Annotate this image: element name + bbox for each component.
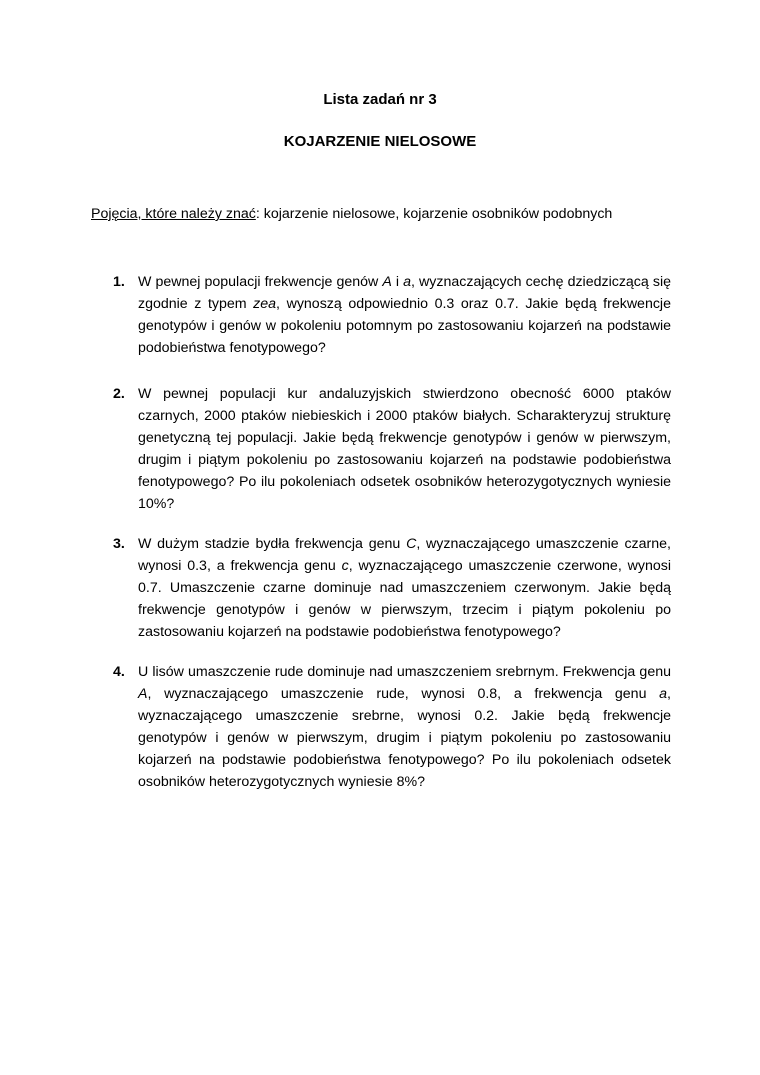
concepts-label: Pojęcia, które należy znać (91, 206, 256, 222)
task-text-segment: i (391, 274, 404, 290)
task-text-segment: W dużym stadzie bydła frekwencja genu (138, 536, 407, 552)
page-subtitle: KOJARZENIE NIELOSOWE (283, 133, 477, 150)
task-text-segment: , wynoszą odpowiednio 0.3 oraz 0.7. Jakie będą frekwencje genotypów i genów w pokoleniu potomnym po zastosowaniu kojarzeń na podstawie podobieństwa fenotypowego? (138, 296, 671, 356)
task-number: 1. (113, 274, 125, 290)
task-text (138, 271, 671, 359)
page-title: Lista zadań nr 3 (323, 91, 437, 108)
task-text (138, 383, 671, 515)
task-number: 4. (113, 664, 125, 680)
concepts-line (91, 206, 691, 222)
task-number: 2. (113, 386, 125, 402)
task-text-segment: , wyznaczającego umaszczenie srebrne, wynosi 0.2. Jakie będą frekwencje genotypów i genów w pierwszym, drugim i piątym pokoleniu po zastosowaniu kojarzeń na podstawie podobieństwa fenotypowego? Po ilu pokoleniach odsetek osobników heterozygotycznych wyniesie 8%? (138, 686, 671, 790)
task-text-segment: U lisów umaszczenie rude dominuje nad umaszczeniem srebrnym. Frekwencja genu (138, 664, 671, 680)
task-text-segment: , wyznaczającego umaszczenie rude, wynosi 0.8, a frekwencja genu (147, 686, 660, 702)
gene-symbol: zea (253, 296, 277, 312)
task-text (138, 661, 671, 793)
gene-symbol: C (406, 536, 417, 552)
gene-symbol: a (403, 274, 412, 290)
task-text (138, 533, 671, 643)
task-text-segment: W pewnej populacji kur andaluzyjskich stwierdzono obecność 6000 ptaków czarnych, 2000 ptaków niebieskich i 2000 ptaków białych. Scharakteryzuj strukturę genetyczną tej populacji. Jakie będą frekwencje genotypów i genów w pierwszym, drugim i piątym pokoleniu po zastosowaniu kojarzeń na podstawie podobieństwa fenotypowego? Po ilu pokoleniach odsetek osobników heterozygotycznych wyniesie 10%? (138, 386, 671, 512)
task-text-segment: , wyznaczającego umaszczenie czarne, wynosi 0.3, a frekwencja genu (138, 536, 671, 574)
gene-symbol: a (659, 686, 668, 702)
gene-symbol: A (382, 274, 392, 290)
concepts-text: kojarzenie nielosowe, kojarzenie osobników podobnych (259, 206, 613, 222)
gene-symbol: A (138, 686, 148, 702)
task-number: 3. (113, 536, 125, 552)
task-text-segment: , wyznaczającego umaszczenie czerwone, wynosi 0.7. Umaszczenie czarne dominuje nad umaszczeniem czerwonym. Jakie będą frekwencje genotypów i genów w pierwszym, trzecim i piątym pokoleniu po zastosowaniu kojarzeń na podstawie podobieństwa fenotypowego? (138, 558, 671, 640)
task-text-segment: W pewnej populacji frekwencje genów (138, 274, 383, 290)
concepts-separator: : (255, 206, 260, 222)
gene-symbol: c (341, 558, 349, 574)
task-text-segment: , wyznaczających cechę dziedziczącą się zgodnie z typem (138, 274, 671, 312)
